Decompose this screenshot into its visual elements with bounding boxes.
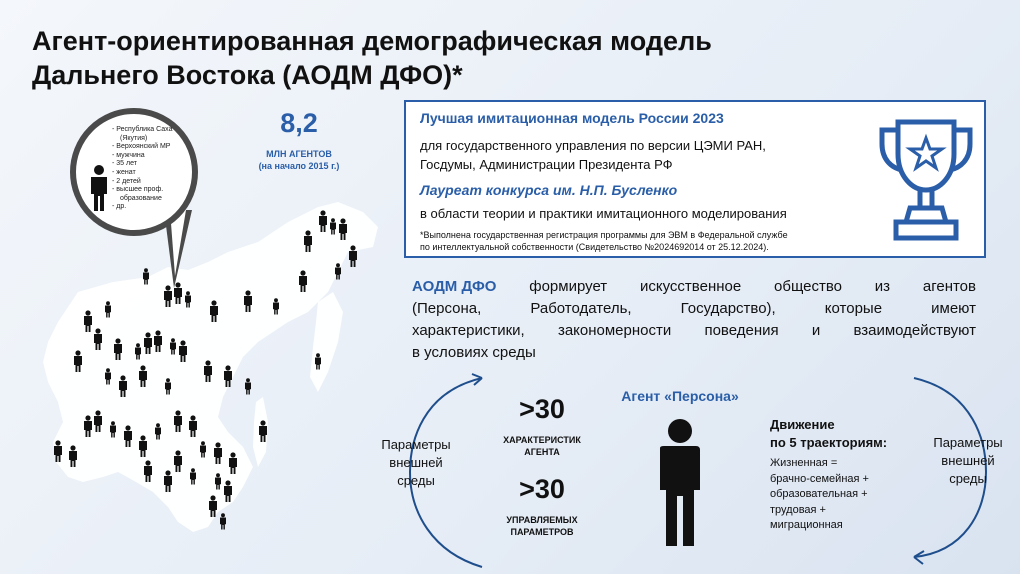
label-line: внешней <box>389 455 443 470</box>
characteristics-caption <box>482 434 602 458</box>
attribute-item: - Республика Саха <box>112 126 173 133</box>
word: и <box>811 322 821 339</box>
characteristics-count: >30 <box>519 394 565 424</box>
far-east-map <box>18 182 398 562</box>
word: общество <box>774 278 842 295</box>
award-text: в области теории и практики имитационного моделирования <box>420 206 787 221</box>
word: характеристики, <box>412 322 525 339</box>
attribute-item: - высшее проф. <box>112 186 164 194</box>
attribute-item: - женат <box>112 168 136 176</box>
person-icon <box>86 164 112 212</box>
word: агентов <box>922 278 976 295</box>
parameters-count: >30 <box>519 474 565 504</box>
word: формирует <box>529 278 608 295</box>
agents-count: 8,2 <box>280 108 318 138</box>
kamchatka-region <box>310 292 343 392</box>
word: взаимодействуют <box>853 322 976 339</box>
heading-line: по 5 траекториям: <box>770 435 888 450</box>
description-line <box>412 342 976 364</box>
attribute-item: (Якутия) <box>120 134 148 142</box>
attribute-item: - 35 лет <box>112 160 137 168</box>
trophy-icon <box>876 114 976 244</box>
agent-attribute-list <box>112 126 194 212</box>
external-params-left <box>366 436 466 490</box>
award-heading-laureate: Лауреат конкурса им. Н.П. Бусленко <box>420 182 678 198</box>
word: искусственное <box>639 278 742 295</box>
trajectory-list <box>770 456 869 534</box>
persona-title: Агент «Персона» <box>621 388 739 404</box>
description-line <box>412 276 976 298</box>
word: в условиях среды <box>412 344 536 361</box>
description-line <box>412 298 976 320</box>
caption-line: ПАРАМЕТРОВ <box>510 527 574 537</box>
trajectory-item: трудовая + <box>770 503 826 516</box>
label-line: Параметры <box>381 437 451 452</box>
label-line: среды <box>949 471 987 486</box>
external-params-right <box>918 434 1018 488</box>
caption-line: АГЕНТА <box>524 447 560 457</box>
label-line: Параметры <box>933 435 1003 450</box>
movement-heading <box>770 416 887 452</box>
description-line <box>412 320 976 342</box>
word: закономерности <box>557 322 672 339</box>
award-box <box>404 100 986 258</box>
registration-note: по интеллектуальной собственности (Свидетельство №2024692014 от 25.12.2024). <box>420 242 769 252</box>
heading-line: Движение <box>770 417 835 432</box>
word: Государство), <box>680 300 776 317</box>
word: имеют <box>931 300 976 317</box>
agents-caption-line: (на начало 2015 г.) <box>258 161 340 171</box>
label-line: среды <box>397 473 435 488</box>
word: (Персона, <box>412 300 482 317</box>
caption-line: УПРАВЛЯЕМЫХ <box>506 515 578 525</box>
agents-caption <box>234 148 364 172</box>
title-line-2: Дальнего Востока (АОДМ ДФО)* <box>32 60 463 90</box>
caption-line: ХАРАКТЕРИСТИК <box>503 435 581 445</box>
trajectory-item: брачно-семейная + <box>770 472 869 485</box>
word: Работодатель, <box>530 300 632 317</box>
page-title <box>32 24 832 92</box>
person-figure-icon <box>220 513 226 529</box>
person-figure-icon <box>245 378 251 394</box>
word: из <box>874 278 891 295</box>
award-text: Госдумы, Администрации Президента РФ <box>420 157 673 172</box>
attribute-item: - мужчина <box>112 151 145 159</box>
attribute-item: - др. <box>112 203 127 211</box>
trajectory-item: образовательная + <box>770 488 868 500</box>
trajectory-item: миграционная <box>770 519 843 531</box>
word: поведения <box>704 322 779 339</box>
award-heading-best-model: Лучшая имитационная модель России 2023 <box>420 110 724 126</box>
trajectory-item: Жизненная = <box>770 457 838 469</box>
parameters-caption <box>482 514 602 538</box>
person-icon <box>650 418 710 548</box>
title-line-1: Агент-ориентированная демографическая модель <box>32 26 712 56</box>
attribute-item: - Верхоянский МР <box>112 143 171 151</box>
model-description <box>412 276 976 364</box>
registration-note: *Выполнена государственная регистрация программы для ЭВМ в Федеральной службе <box>420 230 788 240</box>
model-abbreviation: АОДМ ДФО <box>412 278 497 295</box>
award-text: для государственного управления по версии ЦЭМИ РАН, <box>420 138 766 153</box>
label-line: внешней <box>941 453 995 468</box>
attribute-item: - 2 детей <box>112 177 141 185</box>
agents-caption-line: МЛН АГЕНТОВ <box>266 149 332 159</box>
attribute-item: образование <box>120 194 162 202</box>
word: которые <box>824 300 883 317</box>
